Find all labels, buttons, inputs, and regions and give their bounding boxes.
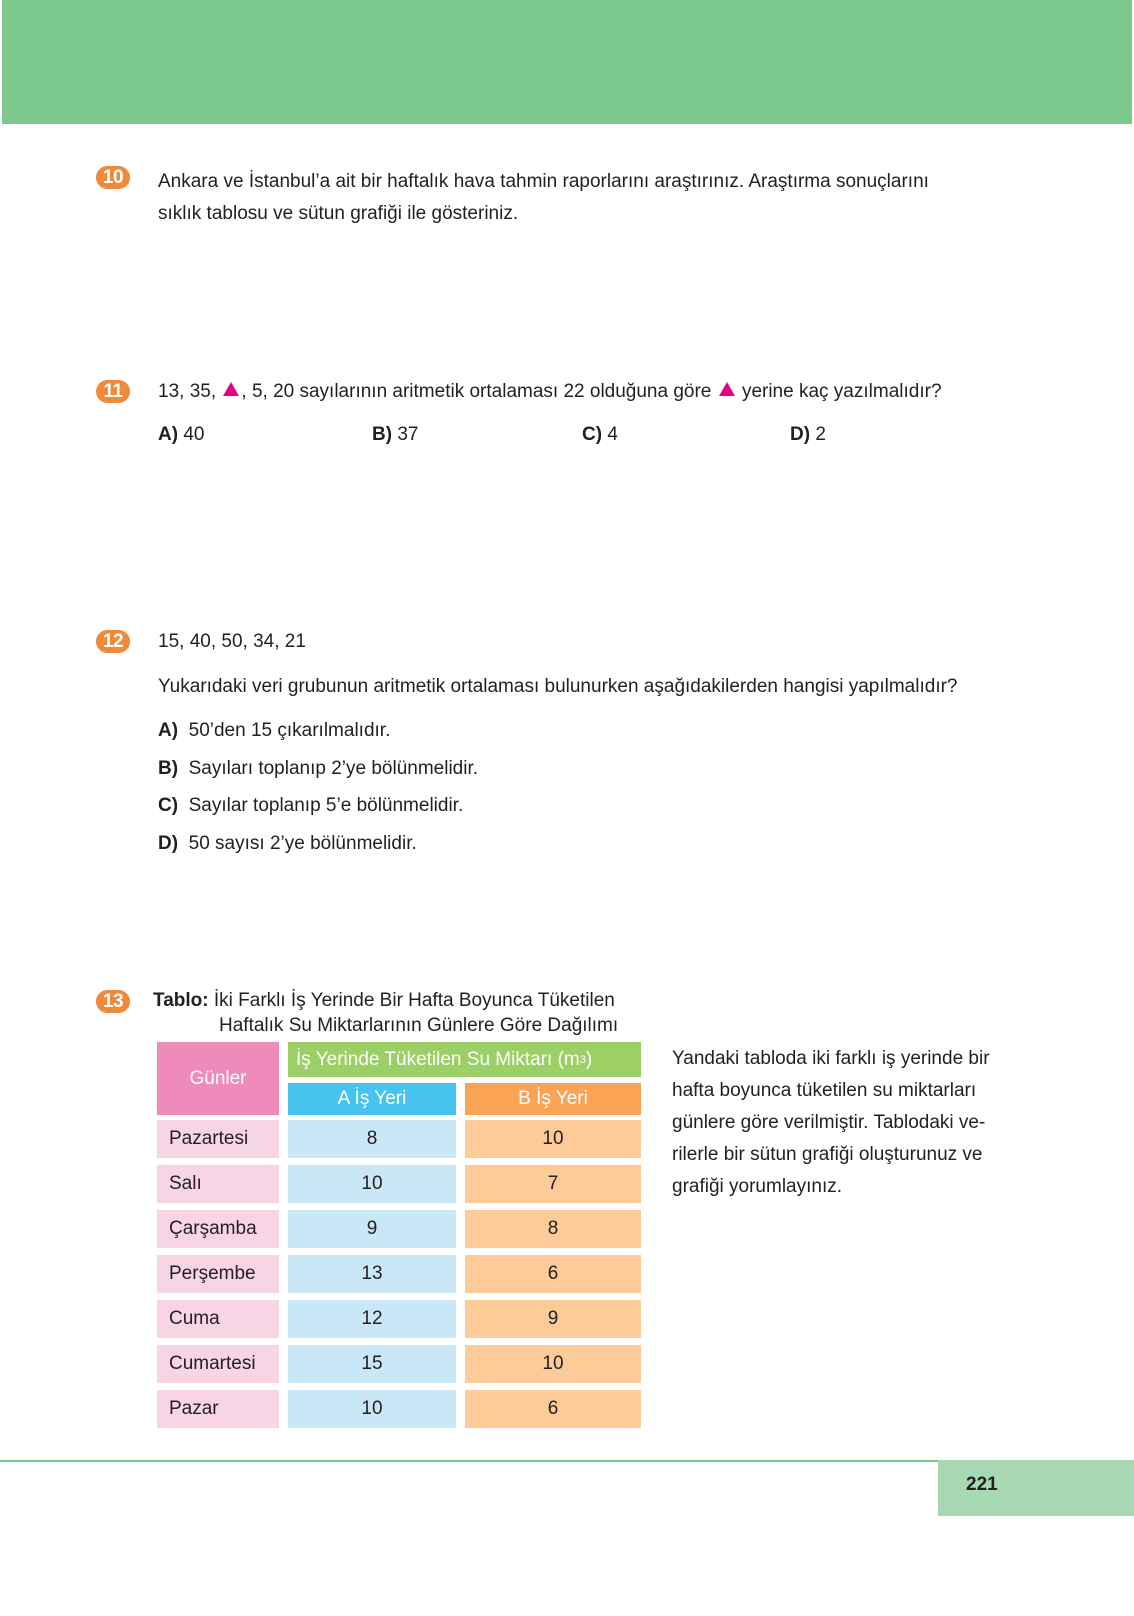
question-12-data: 15, 40, 50, 34, 21	[158, 631, 306, 652]
question-12-option-c[interactable]	[158, 795, 463, 817]
option-text: 2	[815, 424, 826, 445]
option-letter: C)	[158, 795, 179, 816]
table-row-day: Perşembe	[157, 1255, 279, 1293]
question-12-option-a[interactable]	[158, 720, 390, 742]
option-text: 50’den 15 çıkarılmalıdır.	[188, 720, 391, 741]
table-row-day: Salı	[157, 1165, 279, 1203]
table-row-a-value: 10	[288, 1390, 456, 1428]
caption-text-1: İki Farklı İş Yerinde Bir Hafta Boyunca Tüketilen	[213, 990, 615, 1011]
question-10-line-2: sıklık tablosu ve sütun grafiği ile gösteriniz.	[158, 203, 519, 224]
caption-label: Tablo:	[153, 990, 209, 1011]
table-row-b-value: 8	[465, 1210, 641, 1248]
triangle-icon	[223, 382, 239, 396]
table-row-day: Pazar	[157, 1390, 279, 1428]
table-row-b-value: 6	[465, 1390, 641, 1428]
question-13-side-line-1: Yandaki tabloda iki farklı iş yerinde bir	[672, 1048, 990, 1069]
question-12-question: Yukarıdaki veri grubunun aritmetik ortalaması bulunurken aşağıdakilerden hangisi yapılmalıdır?	[158, 676, 958, 697]
question-13-side-line-3: günlere göre verilmiştir. Tablodaki ve-	[672, 1112, 986, 1133]
table-row-day: Çarşamba	[157, 1210, 279, 1248]
question-number-10: 10	[96, 166, 130, 189]
header-a-workplace: A İş Yeri	[288, 1083, 456, 1115]
option-text: 4	[607, 424, 618, 445]
table-row-b-value: 6	[465, 1255, 641, 1293]
table-caption-line-2: Haftalık Su Miktarlarının Günlere Göre Dağılımı	[219, 1015, 619, 1036]
question-11-text	[158, 376, 942, 408]
table-row-b-value: 9	[465, 1300, 641, 1338]
question-11-text-mid: , 5, 20 sayılarının aritmetik ortalaması 22 olduğuna göre	[241, 381, 712, 402]
option-letter: D)	[158, 833, 179, 854]
option-letter: B)	[372, 424, 393, 445]
option-text: 40	[183, 424, 205, 445]
question-13-side-line-4: rilerle bir sütun grafiği oluşturunuz ve	[672, 1144, 983, 1165]
header-b-workplace: B İş Yeri	[465, 1083, 641, 1115]
option-text: 50 sayısı 2’ye bölünmelidir.	[188, 833, 417, 854]
table-row-a-value: 12	[288, 1300, 456, 1338]
question-11-option-b[interactable]	[372, 424, 418, 446]
table-row-day: Cuma	[157, 1300, 279, 1338]
header-water-amount-text: İş Yerinde Tüketilen Su Miktarı (m	[296, 1048, 580, 1070]
option-text: Sayıları toplanıp 2’ye bölünmelidir.	[188, 758, 479, 779]
question-11-option-d[interactable]	[790, 424, 826, 446]
question-13-side-line-2: hafta boyunca tüketilen su miktarları	[672, 1080, 977, 1101]
option-letter: A)	[158, 720, 179, 741]
question-number-13: 13	[96, 990, 130, 1013]
triangle-icon	[719, 382, 735, 396]
question-11-text-after: yerine kaç yazılmalıdır?	[741, 381, 942, 402]
question-number-12: 12	[96, 630, 130, 653]
question-11-option-a[interactable]	[158, 424, 204, 446]
question-12-option-d[interactable]	[158, 833, 417, 855]
table-row-a-value: 13	[288, 1255, 456, 1293]
table-caption-line-1	[153, 988, 615, 1013]
option-letter: A)	[158, 424, 179, 445]
table-row-b-value: 7	[465, 1165, 641, 1203]
table-row-day: Pazartesi	[157, 1120, 279, 1158]
question-11-text-before: 13, 35,	[158, 381, 217, 402]
header-band	[2, 0, 1132, 124]
header-days: Günler	[157, 1042, 279, 1115]
option-letter: D)	[790, 424, 811, 445]
question-10-line-1: Ankara ve İstanbul’a ait bir haftalık hava tahmin raporlarını araştırınız. Araştırma sonuçlarını	[158, 171, 929, 192]
table-row-a-value: 9	[288, 1210, 456, 1248]
option-text: 37	[397, 424, 419, 445]
option-text: Sayılar toplanıp 5’e bölünmelidir.	[188, 795, 464, 816]
page-number: 221	[966, 1474, 998, 1495]
header-water-amount	[288, 1042, 641, 1077]
table-row-b-value: 10	[465, 1345, 641, 1383]
footer-line	[0, 1460, 938, 1462]
question-12-option-b[interactable]	[158, 758, 478, 780]
question-number-11: 11	[96, 380, 130, 403]
header-water-amount-end: )	[585, 1048, 593, 1070]
question-13-side-line-5: grafiği yorumlayınız.	[672, 1176, 843, 1197]
table-row-b-value: 10	[465, 1120, 641, 1158]
option-letter: B)	[158, 758, 179, 779]
option-letter: C)	[582, 424, 603, 445]
question-11-option-c[interactable]	[582, 424, 618, 446]
table-row-day: Cumartesi	[157, 1345, 279, 1383]
header-water-amount-sup: 3	[579, 1053, 586, 1066]
table-row-a-value: 15	[288, 1345, 456, 1383]
table-row-a-value: 10	[288, 1165, 456, 1203]
table-row-a-value: 8	[288, 1120, 456, 1158]
